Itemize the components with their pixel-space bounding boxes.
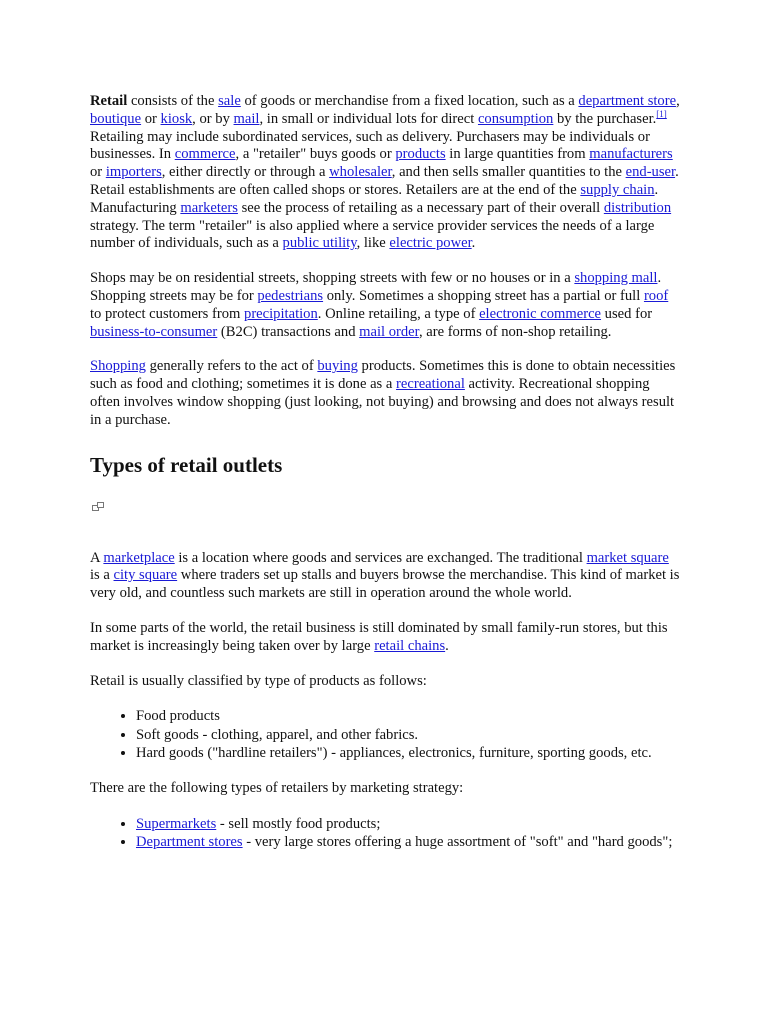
- classification-paragraph: Retail is usually classified by type of products as follows:: [90, 672, 427, 689]
- shops-paragraph: Shops may be on residential streets, shopping streets with few or no houses or in a shopping mall. Shopping streets may be for pedestrians only. Sometimes a shopping street has a partial or full roof to protect customers from precipitation. Online retailing, a type of electronic commerce used for business-to-consumer (B2C) transactions and mail order, are forms of non-shop retailing.: [90, 270, 669, 340]
- intro-paragraph: Retail consists of the sale of goods or merchandise from a fixed location, such as a department store, boutique or kiosk, or by mail, in small or individual lots for direct consumption by the purchaser.[1] Retailing may include subordinated services, such as delivery. Purchasers may be individuals or businesses. In commerce, a "retailer" buys goods or products in large quantities from manufacturers or importers, either directly or through a wholesaler, and then sells smaller quantities to the end-user. Retail establishments are often called shops or stores. Retailers are at the end of the supply chain. Manufacturing marketers see the process of retailing as a necessary part of their overall distribution strategy. The term "retailer" is also applied where a service provider services the needs of a large number of individuals, such as a public utility, like electric power.: [90, 93, 680, 252]
- image-placeholder: [90, 478, 682, 550]
- list-item: • Hard goods ("hardline retailers") - appliances, electronics, furniture, sporting goods, etc.: [136, 744, 682, 763]
- list-item: • Food products: [136, 707, 682, 726]
- link-public-utility[interactable]: public utility: [282, 235, 357, 252]
- link-boutique[interactable]: boutique: [90, 110, 142, 127]
- link-mail-order[interactable]: mail order: [359, 323, 419, 340]
- link-department-stores[interactable]: Department stores: [136, 834, 243, 851]
- link-pedestrians[interactable]: pedestrians: [257, 287, 324, 304]
- retail-chains-paragraph: In some parts of the world, the retail business is still dominated by small family-run stores, but this market is increasingly being taken over by large retail chains.: [90, 619, 668, 654]
- list-item: • Department stores - very large stores offering a huge assortment of "soft" and "hard goods";: [136, 833, 682, 852]
- section-heading: Types of retail outlets: [90, 452, 283, 477]
- link-products[interactable]: products: [395, 146, 446, 163]
- link-importers[interactable]: importers: [105, 164, 162, 181]
- link-supply-chain[interactable]: supply chain: [580, 181, 655, 198]
- list-item: • Soft goods - clothing, apparel, and other fabrics.: [136, 726, 682, 745]
- strategy-list: [90, 815, 682, 852]
- link-wholesaler[interactable]: wholesaler: [329, 164, 392, 181]
- broken-image-icon: [92, 502, 104, 511]
- link-sale[interactable]: sale: [218, 93, 241, 109]
- link-kiosk[interactable]: kiosk: [160, 110, 193, 127]
- link-department-store[interactable]: department store: [578, 93, 677, 109]
- link-end-user[interactable]: end-user: [625, 164, 676, 181]
- link-consumption[interactable]: consumption: [477, 110, 554, 127]
- link-manufacturers[interactable]: manufacturers: [589, 146, 673, 163]
- link-shopping-mall[interactable]: shopping mall: [574, 270, 658, 287]
- link-electronic-commerce[interactable]: electronic commerce: [479, 305, 602, 322]
- link-retail-chains[interactable]: retail chains: [374, 637, 446, 654]
- reference-link-1[interactable]: [1]: [656, 108, 667, 119]
- term-retail: Retail: [90, 93, 128, 109]
- link-business-to-consumer[interactable]: business-to-consumer: [90, 323, 218, 340]
- article-body: [90, 93, 682, 869]
- link-shopping[interactable]: Shopping: [90, 358, 146, 375]
- link-city-square[interactable]: city square: [113, 567, 178, 584]
- link-precipitation[interactable]: precipitation: [244, 305, 318, 322]
- link-distribution[interactable]: distribution: [603, 199, 672, 216]
- link-supermarkets[interactable]: Supermarkets: [136, 815, 217, 832]
- link-mail[interactable]: mail: [233, 110, 260, 127]
- marketplace-paragraph: A marketplace is a location where goods and services are exchanged. The traditional market square is a city square where traders set up stalls and buyers browse the merchandise. This kind of market is very old, and countless such markets are still in operation around the whole world.: [90, 549, 680, 602]
- product-types-list: [90, 707, 682, 763]
- link-recreational[interactable]: recreational: [396, 376, 465, 393]
- link-buying[interactable]: buying: [317, 358, 358, 375]
- link-electric-power[interactable]: electric power: [389, 235, 472, 252]
- list-item: • Supermarkets - sell mostly food products;: [136, 815, 682, 834]
- link-roof[interactable]: roof: [643, 287, 669, 304]
- link-marketers[interactable]: marketers: [180, 199, 238, 216]
- link-market-square[interactable]: market square: [586, 549, 669, 566]
- link-marketplace[interactable]: marketplace: [103, 549, 175, 566]
- shopping-paragraph: Shopping generally refers to the act of buying products. Sometimes this is done to obtain necessities such as food and clothing; sometimes it is done as a recreational activity. Recreational shopping often involves window shopping (just looking, not buying) and browsing and does not always result in a purchase.: [90, 358, 676, 428]
- strategy-paragraph: There are the following types of retailers by marketing strategy:: [90, 779, 464, 796]
- link-commerce[interactable]: commerce: [174, 146, 236, 163]
